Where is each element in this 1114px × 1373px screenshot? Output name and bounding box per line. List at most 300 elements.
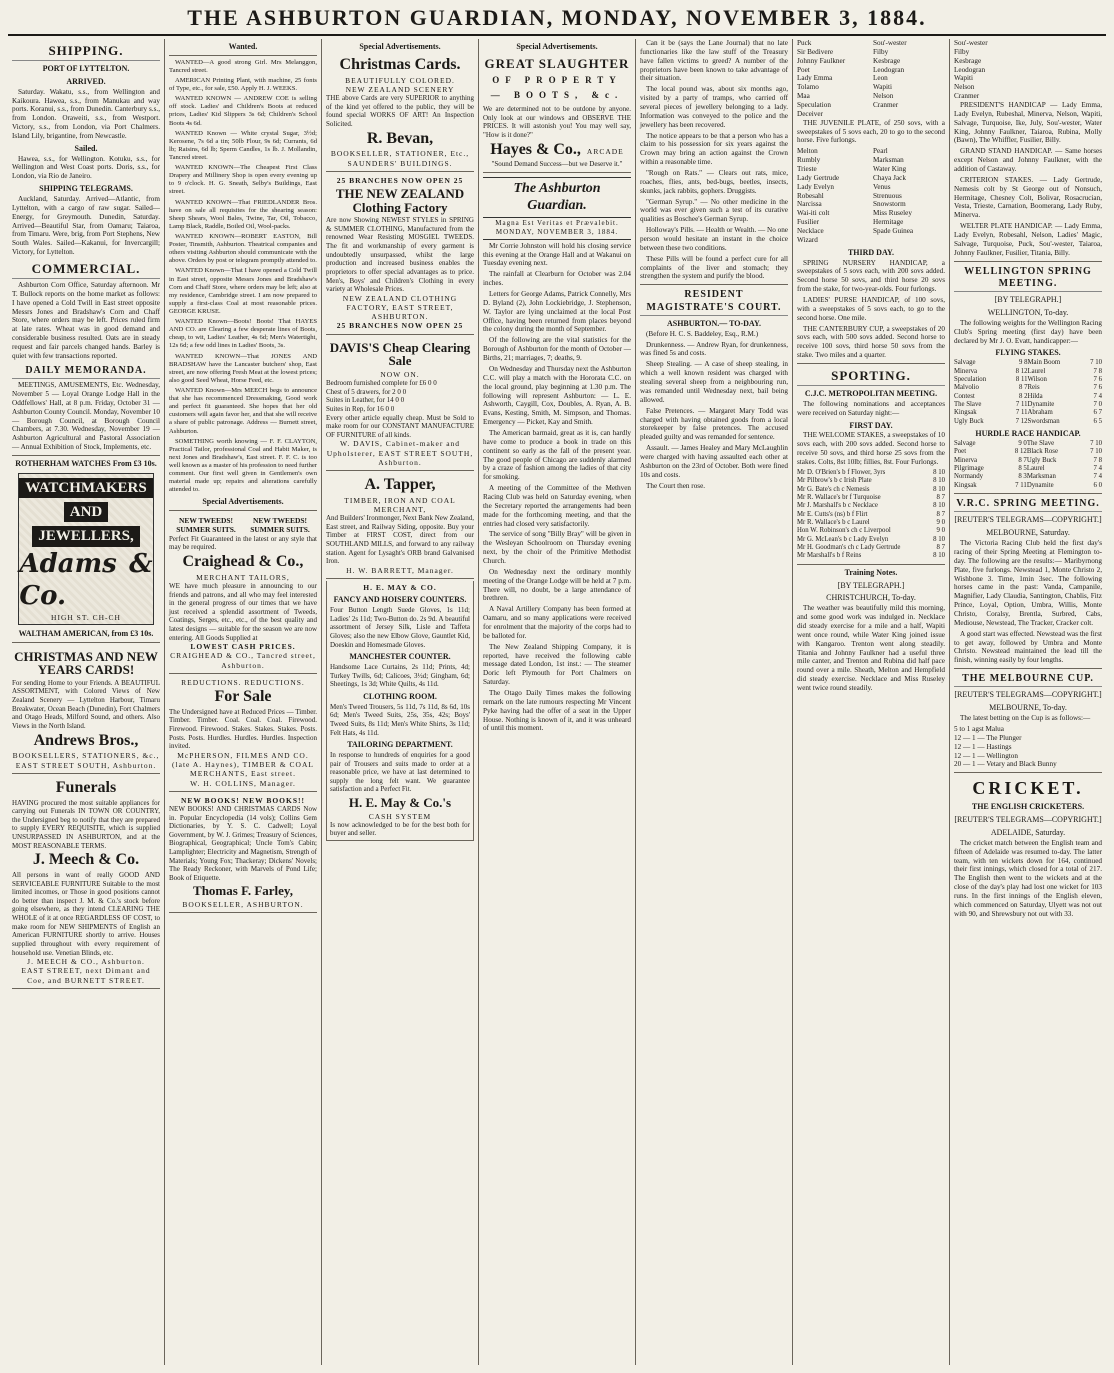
logo-place: HIGH ST. CH-CH (51, 612, 121, 622)
juvenile-list-left (797, 147, 869, 244)
court-heading: RESIDENT MAGISTRATE'S COURT. (640, 289, 788, 316)
andrews-name: Andrews Bros., (33, 731, 139, 749)
presidents-handicap-text: PRESIDENT'S HANDICAP — Lady Emma, Lady Evelyn, Rubeshal, Minerva, Nelson, Wapiti, Salvage, Turquoise, Ike, July, Sou'-wester, Water King, Johnny Faulkner, Taiaroa, Rubina, Molly (Bawn), The Whiffler, Fusilier, Billy. (954, 101, 1102, 145)
shipping-heading: SHIPPING. (12, 43, 160, 61)
special-ads-heading: Special Advertisements. (359, 42, 441, 51)
meech-name: J. Meech & Co. (32, 851, 140, 869)
welter-text: WELTER PLATE HANDICAP. — Lady Emma, Lady Evelyn, Robesahl, Nelson, Ladies' Magic, Salvage, Turquoise, Puck, Sou'-wester, Taiaroa, Johnny Faulkner, Fusilier, Titania, Billy. (954, 222, 1102, 257)
horse-name: Robesahl (797, 191, 824, 200)
editorial-paragraph: "German Syrup." — No other medicine in the world was ever given such a test of its curative qualities as Boschee's German Syrup. (640, 197, 788, 224)
shipping-telegrams-text: Auckland, Saturday. Arrived—Atlantic, from Lyttelton, with a cargo of raw sugar. Sailed—Energy, for Greymouth. Dunedin, Saturday. Arrived—Beautiful Star, from Oamaru; Taiaroa, from Timaru. Were, brig, from Port Stephens, New South Wales. Sailed—Kakanui, for Invercargill; Victory, for Lyttelton. (12, 195, 160, 257)
entry-row (797, 536, 945, 544)
table-cell: 7 4 (1093, 465, 1102, 473)
table-cell: 7 4 (1093, 473, 1102, 481)
editorial-paragraph: A Naval Artillery Company has been formed at Oamaru, and so many applications were received for enrolment that the majority of the corps had to be balloted for. (483, 605, 631, 640)
xmas-text: THE above Cards are very SUPERIOR to anything of the kind yet offered to the public, they will be found special WORKS OF ART! An Inspection Solicited. (326, 94, 474, 128)
wellington-heading: WELLINGTON SPRING MEETING. (954, 266, 1102, 293)
table-cell: 6 0 (1093, 481, 1102, 489)
farley-role: BOOKSELLER, ASHBURTON. (182, 900, 304, 910)
hurdle-weights-table (954, 440, 1102, 490)
tapper-text: And Builders' Ironmonger, Next Bank New Zealand, East street, and Railway Siding, opposite. Buy your Timber at FIRST COST, direct from our SOUTHLAND MILLS, and forward to any railway station. Agent for Lysaght's ORB brand Galvanised Iron. (326, 514, 474, 566)
table-cell: Swordsman (1027, 417, 1060, 425)
craighead-text: WE have much pleasure in announcing to our friends and patrons, and all who may feel interested in the general progress of our times that we have just received a splendid assortment of Tweeds, Coatings, Serges, etc., etc., of the best quality and latest designs — suitable for the season we are now entering. All Goods Supplied at (169, 581, 317, 642)
bevan-role: BOOKSELLER, STATIONER, Etc., SAUNDERS' BUILDINGS. (330, 149, 470, 168)
xmas-sub2: NEW ZEALAND SCENERY (345, 84, 455, 94)
editorial-paragraph: Of the following are the vital statistics for the Borough of Ashburton for the month of October — Births, 21; marriages, 7; deaths, 9. (483, 336, 631, 363)
entry-row (797, 511, 945, 519)
wanted-ad: SOMETHING worth knowing — F. F. CLAYTON, Practical Tailor, professional Coal and Habit Maker, is next Jones and Bradshaw's, East street. F. F. C. is too well known as a master of his profession to need further comment. Our first well given in Gentlemen's own material made up; repairs and alterations carefully attended to. (169, 437, 317, 494)
canterbury-cup-text: THE CANTERBURY CUP, a sweepstakes of 20 sovs each, with 500 sovs added. Second horse to receive 100 sovs, third horse 50 sovs from the stake. Two miles and a quarter. (797, 324, 945, 360)
table-cell: 8 10 (933, 535, 945, 543)
table-cell: Salvage (954, 359, 976, 367)
port-heading: PORT OF LYTTELTON. (42, 63, 130, 73)
weight-row (954, 376, 1102, 384)
horse-name: Chaya Jack (873, 173, 906, 182)
vrc-sub: [REUTER'S TELEGRAMS—COPYRIGHT.] (954, 515, 1102, 525)
table-cell: The Slave (1026, 439, 1055, 447)
sailed-label: Sailed. (74, 143, 98, 153)
sporting-heading: SPORTING. (797, 368, 945, 386)
table-cell: Hilda (1027, 392, 1043, 400)
tweeds-left: NEW TWEEDS! SUMMER SUITS. (176, 516, 236, 535)
wanted-ad: WANTED KNOWN—That JONES AND BRADSHAW have the Lancaster butchers' shop, East street, are now offering Fresh Meat at the lowest prices; also good Seed Wheat, Horse Feed, etc. (169, 352, 317, 384)
column-7 (950, 39, 1106, 1365)
table-cell: 8 10 (933, 502, 945, 510)
horse-name: Sir Bedivere (797, 47, 834, 56)
table-cell: 8 3 (1018, 473, 1027, 481)
tailoring-text: In response to hundreds of enquiries for a good pair of Trousers and suits made to order at a reasonable price, we have at last determined to supply the long felt want. We guarantee satisfaction and a Perfect Fit. (330, 750, 470, 794)
craighead-price: LOWEST CASH PRICES. (190, 642, 296, 652)
hosiery-text: Four Button Length Suede Gloves, 1s 11d; Ladies' 2s 11d; Two-Button do. 2s 9d. A beautiful assortment of Jersey Silk, Lisle and Taffeta Gloves; also the new Elbow Glove, Gauntlet Kid, Doeskin and Homesmade Gloves. (330, 606, 470, 649)
davis-item: Chest of 5 drawers, for 2 0 0 (326, 387, 407, 396)
court-paragraph: (Before H. C. S. Baddeley, Esq., R.M.) (646, 329, 759, 338)
horse-list-right (873, 39, 945, 119)
tapper-ad (326, 473, 474, 579)
entry-row (797, 527, 945, 535)
horse-name: Nelson (873, 92, 894, 101)
wanted-ad: WANTED—A good strong Girl. Mrs Melanggon, Tancred street. (169, 58, 317, 74)
court-paragraph: Drunkenness. — Andrew Ryan, for drunkenness, was fined 5s and costs. (640, 340, 788, 358)
craighead-sign: CRAIGHEAD & CO., Tancred street, Ashburton. (170, 651, 316, 670)
entries-table (797, 469, 945, 561)
table-cell: 7 6 (1093, 384, 1102, 392)
vrc-place: MELBOURNE, Saturday. (986, 528, 1070, 538)
horse-name: Strenuous (873, 191, 902, 200)
odds-line: 20 — 1 — Vetary and Black Bunny (954, 760, 1057, 769)
table-cell: The Slave (954, 401, 982, 409)
arrived-text: Saturday. Wakatu, s.s., from Wellington and Kaikoura. Hawea, s.s., from Manukau and way ports. Koranui, s.s., from Dunedin. Canterbury s.s., from London. Oraweiti, s.s., from Westport. Victory, s.s., from London, via Port Chalmers. Island Lily, brigantine, from Newcastle. (12, 87, 160, 140)
editorial-paragraph: On Wednesday and Thursday next the Ashburton C.C. will play a match with the Hororata C.C. on the local ground, play beginning at 1.30 p.m. The following will represent Ashburton: — L. E. Ashworth, Caygill, Cox, Doubles, A. Ryan, A. B. Evans, Kesting, Smith, M. Simpson, and Thomas. Emergency — Picket, Kay and Smith. (483, 364, 631, 427)
hurdle-heading: HURDLE RACE HANDICAP. (975, 429, 1081, 439)
metropolitan-text: The following nominations and acceptances were received on Saturday night:— (797, 399, 945, 417)
craighead-role: MERCHANT TAILORS, (196, 572, 290, 582)
training-text: The weather was beautifully mild this morning, and some good work was indulged in. Necklace did steady exercise for a mile and a half, Wapiti went once round, while Water King joined issue with Kangaroo. Trenton went along steadily. Titania and Johnny Faulkner had a useful three mile canter, and Trenton and Rubina did half pace round over a mile. Sheath, Melton and Hempfield did steady exercise. Necklace and Miss Ruseley went twice round steadily. (797, 604, 945, 693)
horse-name: Poet (797, 65, 810, 74)
editorial-paragraph: Mr Corrie Johnston will hold his closing service this evening at the Orange Hall and at Wakanui on Tuesday evening next. (483, 241, 631, 268)
horse-name: Filby (954, 47, 970, 56)
barrett-line: H. W. BARRETT, Manager. (346, 565, 454, 575)
horse-name: Spade Guinea (873, 227, 914, 236)
logo-word-2: AND (64, 502, 109, 522)
horse-name: Tolamo (797, 83, 819, 92)
table-cell: 7 4 (1093, 392, 1102, 400)
column-3 (322, 39, 479, 1365)
melbourne-cup-sub: [REUTER'S TELEGRAMS—COPYRIGHT.] (954, 690, 1102, 700)
horse-name: Hermitage (873, 218, 904, 227)
hayes-quote: "Sound Demand Success—but we Deserve it." (491, 160, 623, 169)
memoranda-text: MEETINGS, AMUSEMENTS, Etc. Wednesday, November 5 — Loyal Orange Lodge Hall in the Oddfellows' Hall, at 8 p.m. Friday, October 31 — Ashburton County Council. Monday, November 10 — Borough Council, at Borough Council Chambers, at 7.30. Wednesday, November 19 — Ashburton Agricultural and Pastoral Association — Annual Exhibition of Stock, Implements, etc. (12, 381, 160, 452)
weight-row (954, 393, 1102, 401)
table-cell: Pilgrimage (954, 465, 984, 473)
horse-name: Snowstorm (873, 200, 906, 209)
table-cell: 8 7 (936, 510, 945, 518)
table-cell: Laurel (1026, 465, 1045, 473)
wanted-ad: WANTED KNOWN—The Cheapest First Class Drapery and Millinery Shop is open every evening up to 9 o'clock. H. G. Sneath, Selby's Buildings, East street. (169, 164, 317, 196)
table-cell: 8 2 (1019, 392, 1028, 400)
editorial-paragraph: The notice appears to be that a person who has a claim to his possession for six years against the Crown may bring an action against the Crown within a reasonable time. (640, 131, 788, 167)
editorial-paragraph: The American barmaid, great as it is, can hardly have come to produce a book in trade on this continent so early as the fall of the present year. The good people of Chicago are suddenly alarmed by a craze of fashion among the ladies of that city for smoking. (483, 428, 631, 482)
horse-name: Marksman (873, 156, 904, 165)
craighead-ad (169, 514, 317, 674)
horse-name: Fusilier (797, 218, 819, 227)
columns (8, 39, 1106, 1365)
wanted-ad: WANTED KNOWN—ROBERT EASTON, Bill Poster, Tinsmith, Ashburton. Theatrical companies and others visiting Ashburton should communicate with the above. Orders by post or telegram promptly attended to. (169, 233, 317, 265)
table-cell: 9 0 (936, 519, 945, 526)
davis-text: Every other article equally cheap. Must be Sold to make room for our CONSTANT MANUFACTURE OF FURNITURE of all kinds. (326, 413, 474, 439)
table-cell: 7 6 (1093, 376, 1102, 383)
craighead-name: Craighead & Co., (182, 552, 304, 570)
grand-stand-text: GRAND STAND HANDICAP. — Same horses except Nelson and Johnny Faulkner, with the addition of Castaway. (954, 147, 1102, 174)
table-cell: Contest (954, 392, 975, 400)
waltham-line: WALTHAM AMERICAN, from £3 10s. (18, 628, 154, 638)
table-cell: 8 12 (1015, 367, 1028, 375)
horse-name: Venus (873, 182, 891, 191)
cricket-place: ADELAIDE, Saturday. (990, 828, 1066, 838)
court-paragraph: Sheep Stealing. — A case of sheep stealing, in which a well known resident was charged with stealing several sheep from a neighbouring run, was remanded until Wednesday next, bail being allowed. (640, 360, 788, 404)
editorial-paragraph: The service of song "Billy Bray" will be given in the Wesleyan Schoolroom on Thursday evening next, by the choir of the Primitive Methodist Church. (483, 530, 631, 565)
ladies-purse-text: LADIES' PURSE HANDICAP, of 100 sovs, with a sweepstakes of 5 sovs each, to go to the second horse. One mile. (797, 296, 945, 322)
wanted-ad: AMERICAN Printing Plant, with machine, 25 fonts of Type, etc., for sale, £50. Apply H. J. WEEKS. (169, 77, 317, 93)
editorial-paragraph: A meeting of the Committee of the Methven Racing Club was held on Saturday evening, when the Secretary reported the arrangements had been made for the forthcoming meeting, and that the entries had closed very satisfactorily. (483, 484, 631, 528)
editorial-paragraph: Letters for George Adams, Patrick Connelly, Mrs D. Byland (2), John Lockiebridge, J. Stephenson, W. Taylor are lying unclaimed at the local Post Office, having been returned from places beyond the colony during the month of September. (483, 290, 631, 334)
branches-line: 25 BRANCHES NOW OPEN 25 (336, 175, 464, 185)
table-cell: Speculation (954, 376, 987, 383)
tapper-role: TIMBER, IRON AND COAL MERCHANT, (344, 495, 456, 515)
cricket-sub2: [REUTER'S TELEGRAMS—COPYRIGHT.] (954, 815, 1102, 825)
andrews-text: BOOKSELLERS, STATIONERS, &c., EAST STREET SOUTH, Ashburton. (12, 751, 160, 770)
table-cell: Black Rose (1026, 448, 1058, 456)
paper-date: MONDAY, NOVEMBER 3, 1884. (483, 228, 631, 240)
memoranda-heading: DAILY MEMORANDA. (12, 365, 160, 379)
horse-name: Pearl (873, 147, 888, 156)
may-name: H. E. May & Co.'s (348, 795, 452, 811)
editorial-paragraph: Holloway's Pills. — Health or Wealth. — No one person would hesitate an instant in the choice between these two conditions. (640, 226, 788, 252)
table-cell: 7 10 (1090, 448, 1102, 456)
table-cell: 8 10 (933, 552, 945, 560)
special-ads-heading: Special Advertisements. (516, 42, 598, 51)
table-cell: Poet (954, 448, 967, 456)
hayes-place: ARCADE (586, 146, 624, 156)
editorial-paragraph: On Wednesday next the ordinary monthly meeting of the Orange Lodge will be held at 7 p.m. There will, no doubt, be a large attendance of brethren. (483, 567, 631, 603)
davis-item: Bedroom furnished complete for £6 0 0 (326, 379, 437, 388)
wellington-text: The following weights for the Wellington Racing Club's Spring meeting (first day) have been declared by Mr J. O. Evatt, handicapper:— (954, 318, 1102, 345)
wanted-ad: WANTED Known — White crystal Sugar, 3½d; Kerosene, 7s 6d a tin; 50lb Flour, 9s 6d; Currants, 6d lb; Raisins, 6d lb; Sperm Candles, 1s lb. J. Mollandin, Tancred street. (169, 129, 317, 162)
table-cell: 9 0 (1018, 439, 1027, 447)
nursery-text: SPRING NURSERY HANDICAP, a sweepstakes of 5 sovs each, with 200 sovs added. Second horse 50 sovs, and third horse 20 sovs from the stake, for two-year-olds. Four furlongs. (797, 258, 945, 294)
horse-name: Lady Emma (797, 74, 833, 83)
funerals-ad (12, 776, 160, 989)
clothing-factory-ad (326, 174, 474, 335)
table-cell: 8 7 (936, 544, 945, 552)
weight-row (954, 465, 1102, 473)
horse-name: Rumbly (797, 156, 821, 165)
table-cell: Reis (1027, 384, 1040, 392)
tapper-name: A. Tapper, (364, 476, 436, 494)
table-cell: Minerva (954, 456, 978, 464)
table-cell: Mr H. Goodman's ch c Lady Gertrude (797, 544, 901, 552)
may-ad (326, 581, 474, 841)
davis-sign: W. DAVIS, Cabinet-maker and Upholsterer, EAST STREET SOUTH, Ashburton. (326, 439, 474, 467)
wanted-ad: WANTED KNOWN—That FRIEDLANDER Bros. have on sale all requisites for the shearing season: Sheep Shears, Wool Bales, Twine, Tar, Oil, Tobacco, Lamp Black, Raddle, Boiled Oil, Wool-packs. (169, 198, 317, 230)
farley-name: Thomas F. Farley, (193, 883, 293, 899)
table-cell: Mr Pilbrow's b c Irish Plate (797, 477, 872, 485)
horse-name: Cranmer (873, 101, 899, 110)
melbourne-cup-place: MELBOURNE, To-day. (989, 703, 1067, 713)
odds-line: 12 — 1 — Wellington (954, 751, 1018, 760)
juvenile-list-right (873, 147, 945, 244)
vrc-heading: V.R.C. SPRING MEETING. (954, 498, 1102, 512)
table-cell: 6 5 (1093, 417, 1102, 425)
horse-name: Miss Ruseley (873, 209, 912, 218)
horse-name: Speculation (797, 101, 831, 110)
horse-name: Water King (873, 165, 907, 174)
paper-title: The Ashburton Guardian. (483, 177, 631, 217)
table-cell: 8 10 (933, 485, 945, 493)
weight-row (954, 448, 1102, 456)
cards-text: For sending Home to your Friends. A BEAUTIFUL ASSORTMENT, with Colored Views of New Zealand Scenery — Lyttelton Harbour, Timaru Breakwater, Ocean Beach (Dunedin), Fort Chalmers and Otago Heads, Milford Sound, and others. Also Views in the North Island. (12, 678, 160, 730)
table-cell: Wilson (1027, 376, 1047, 383)
table-cell: 9 8 (1019, 359, 1028, 367)
table-cell: Ugly Buck (1026, 456, 1057, 464)
table-cell: 6 7 (1093, 409, 1102, 417)
horse-name: Wizard (797, 235, 818, 244)
table-cell: Malvolio (954, 384, 979, 392)
table-cell: 8 10 (933, 468, 945, 476)
editorial-paragraph: "Rough on Rats." — Clears out rats, mice, roaches, flies, ants, bed-bugs, beetles, insects, skunks, jack rabbits, gophers. Druggists. (640, 169, 788, 195)
collins-line: W. H. COLLINS, Manager. (190, 778, 296, 788)
first-day-heading: FIRST DAY. (849, 420, 893, 430)
criterion-text: CRITERION STAKES. — Lady Gertrude, Nemesis colt by St George out of Nonsuch, Hermitage, Chesney Colt, Bolivar, Rosacrucian, Vesta, Trieste, Carnation, Boomerang, Lady Ruby, Minerva. (954, 175, 1102, 220)
horse-name: Maa (797, 92, 810, 101)
weight-row (954, 384, 1102, 392)
table-cell: 7 8 (1093, 367, 1102, 375)
wellington-place: WELLINGTON, To-day. (987, 308, 1069, 318)
cricket-heading: CRICKET. (972, 778, 1084, 799)
entry-row (797, 477, 945, 485)
table-cell: Main Boom (1027, 359, 1061, 367)
horse-name: Kesbrage (873, 56, 901, 65)
entry-row (797, 544, 945, 552)
horse-name: Lady Gertrude (797, 173, 840, 182)
editorial-paragraph: Can it be (says the Lane Journal) that no late functionaries like the law stuff of the Treasury have fallen victims to greed? A number of the proprietors have been known to take advantage of their situation. (640, 39, 788, 83)
table-cell: 8 7 (1019, 384, 1028, 392)
wanted-ad: WANTED Known—Boots! Boots! That HAYES AND CO. are Clearing a few desperate lines of Boots, cheap, to wit, Ladies' Leather, 4s 6d; Men's Watertight, 12s 6d; a few odd lines in Ladies' Boots, 3s. (169, 318, 317, 350)
horse-name: Deceiver (797, 109, 823, 118)
manchester-title: MANCHESTER COUNTER. (349, 652, 451, 662)
column-1 (8, 39, 165, 1365)
shipping-telegrams-heading: SHIPPING TELEGRAMS. (39, 184, 133, 194)
table-cell: 7 10 (1090, 359, 1102, 367)
horse-name: Narcissa (797, 200, 822, 209)
table-cell: Mr R. Wallace's br f Turquoise (797, 493, 881, 501)
funerals-heading: Funerals (55, 778, 117, 796)
table-cell: Mr E. Cutts's (ns) b f Flirt (797, 510, 868, 518)
wanted-ad: WANTED Known—That I have opened a Cold Twill in East street, opposite Messrs Jones and Bradshaw's Corn and Chaff Store, where orders may be left; also at my residence, Cambridge street. I am now prepared to supply a first-class Coal at most reasonable prices. GEORGE KRUSE. (169, 267, 317, 315)
branches-line-2: 25 BRANCHES NOW OPEN 25 (336, 321, 464, 331)
table-cell: Ugly Buck (954, 417, 984, 425)
horse-name: Kesbrage (954, 56, 982, 65)
column-6 (793, 39, 950, 1365)
may-text: Is now acknowledged to be for the best both for buyer and seller. (330, 820, 470, 838)
table-cell: 7 0 (1093, 401, 1102, 409)
horse-name: Sou'-wester (873, 39, 907, 47)
table-cell: Hon W. Robinson's ch c Liverpool (797, 527, 891, 535)
tweeds-right: NEW TWEEDS! SUMMER SUITS. (250, 516, 310, 535)
horse-list-top (954, 39, 1102, 101)
horse-name: Melton (797, 147, 818, 156)
clothing-room-text: Men's Tweed Trousers, 5s 11d, 7s 11d, 8s 6d, 10s 6d; Men's Tweed Suits, 25s, 35s, 42s; Boys' Tweed Suits, 8s 11d; Men's White Shirts, 3s 11d; Felt Hats, 4s 11d. (330, 702, 470, 737)
wanted-ad: WANTED Known—Mrs MEECH begs to announce that she has recommenced Dressmaking, Good work and perfect fit guaranteed. She hopes that her old customers will again favor her, and that she will receive a share of public patronage. Address — Burnett street, Ashburton. (169, 386, 317, 435)
vrc-text: The Victoria Racing Club held the first day's racing of their Spring Meeting at Flemington to-day. The following are the results:— Maribyrnong Plate, five furlongs. Newstead 1, Monte Christo 2, Wishbone 3. Time, 1min 3sec. The following horses came in the past: Vanda, Campanile, Magnifier, Lady Claudia, Santington, Chablis, Fitz Prince, Loyal, Option, Umbra, Willis, Monte Christo, Coralsy, Brentla, Surbred, Cabs, Mediouse, Newstead, The Tracker, Cracker colt. (954, 539, 1102, 627)
odds-line: 5 to 1 agst Malua (954, 724, 1004, 733)
weight-row (954, 368, 1102, 376)
clothing-text: Are now Showing NEWEST STYLES in SPRING & SUMMER CLOTHING, Manufactured from the renowned Wear Resisting MOSGIEL TWEEDS. The fit and workmanship of every garment is undoubtedly unsurpassed, whilst the large production and increased business enables the proprietors to offer special advantages as to price. Men's, Boys' and Children's Clothing in every variety at Wholesale Prices. (326, 216, 474, 294)
forsale-text: The Undersigned have at Reduced Prices — Timber. Timber. Timber. Coal. Coal. Coal. Firewood. Firewood. Firewood. Stakes. Stakes. Stakes. Posts. Posts. Posts. Hurdles. Hurdles. Hurdles. Inspection invited. (169, 707, 317, 751)
weight-row (954, 457, 1102, 465)
table-cell: Salvage (954, 439, 976, 447)
table-cell: 7 8 (1093, 456, 1102, 464)
horse-name: Trieste (797, 165, 817, 174)
odds-list (954, 725, 1102, 769)
weights-table (954, 359, 1102, 426)
table-cell: Kingsak (954, 481, 977, 489)
weight-row (954, 409, 1102, 417)
table-cell: 8 11 (1015, 376, 1028, 383)
court-paragraph: Assault. — James Healey and Mary McLaughlin were charged with having assaulted each other at Ashburton on the 23rd of October. Both were fined 10s and costs. (640, 444, 788, 479)
column-4 (479, 39, 636, 1365)
table-cell: Kingsak (954, 409, 977, 417)
column-5 (636, 39, 793, 1365)
watch-line: ROTHERHAM WATCHES From £3 10s. (15, 458, 157, 468)
melbourne-cup-heading: THE MELBOURNE CUP. (954, 673, 1102, 687)
logo-word-1: WATCHMAKERS (19, 478, 152, 498)
davis-sub: NOW ON. (380, 369, 420, 379)
editorial-masthead (483, 177, 631, 240)
boots-letters: OF PROPERTY — BOOTS, &c. (490, 75, 624, 100)
odds-line: 12 — 1 — The Plunger (954, 733, 1022, 742)
entry-row (797, 486, 945, 494)
horse-name: Cranmer (954, 92, 980, 101)
table-cell: 7 11 (1015, 481, 1027, 489)
table-cell: 7 11 (1015, 401, 1028, 409)
table-cell: 9 0 (936, 527, 945, 535)
table-cell: Dynamite (1026, 481, 1054, 489)
tailoring-title: TAILORING DEPARTMENT. (347, 740, 453, 750)
table-cell: 8 12 (1014, 448, 1027, 456)
clothing-sign: NEW ZEALAND CLOTHING FACTORY, EAST STREET, ASHBURTON. (342, 293, 458, 322)
table-cell: 7 11 (1015, 409, 1028, 417)
entry-row (797, 502, 945, 510)
forsale-title: For Sale (214, 688, 272, 706)
table-cell: Minerva (954, 367, 978, 375)
training-place: CHRISTCHURCH, To-day. (826, 593, 916, 603)
table-cell: Marksman (1026, 473, 1056, 481)
odds-line: 12 — 1 — Hastings (954, 742, 1012, 751)
horse-name: Leodogran (873, 65, 905, 74)
table-cell: Abraham (1027, 409, 1053, 417)
table-cell: Laurel (1027, 367, 1046, 375)
weight-row (954, 359, 1102, 367)
bevan-name: R. Bevan, (366, 129, 434, 147)
xmas-title: Christmas Cards. (339, 55, 461, 73)
horse-name: Filby (873, 47, 889, 56)
clothing-title: THE NEW ZEALAND Clothing Factory (335, 185, 465, 215)
manchester-text: Handsome Lace Curtains, 2s 11d; Prints, 4d; Turkey Twills, 6d; Calicoes, 3½d; Gingham, 6d; Sheetings, 1s 3d; White Quilts, 4s 11d. (330, 663, 470, 689)
welcome-stakes-text: THE WELCOME STAKES, a sweepstakes of 10 sovs each, with 200 sovs added. Second horse to receive 50 sovs, and third horse 25 sovs from the stakes. Colts, 8st 10lb; fillies, 8st. Four Furlongs. (797, 431, 945, 466)
training-heading: Training Notes. (844, 567, 898, 577)
horse-name: Lady Evelyn (797, 182, 834, 191)
hosiery-title: FANCY AND HOISERY COUNTERS. (333, 595, 467, 605)
horse-name: Leodogran (954, 65, 986, 74)
reductions-heading: REDUCTIONS. REDUCTIONS. (181, 677, 305, 687)
table-cell: Mr G. Bate's ch c Nemesis (797, 485, 870, 493)
juvenile-plate-text: THE JUVENILE PLATE, of 250 sovs, with a sweepstakes of 5 sovs each, 20 to go to the second horse. Five furlongs. (797, 118, 945, 145)
may-sub: CASH SYSTEM (368, 811, 432, 821)
books-ad (169, 794, 317, 914)
melbourne-cup-text: The latest betting on the Cup is as follows:— (960, 714, 1091, 723)
xmas-sub: BEAUTIFULLY COLORED. (345, 75, 455, 85)
cricket-sub: THE ENGLISH CRICKETERS. (971, 802, 1085, 812)
metropolitan-heading: C.J.C. METROPOLITAN MEETING. (804, 389, 938, 399)
table-cell: Mr R. Wallace's b c Laurel (797, 519, 870, 526)
wanted-ad: WANTED KNOWN — ANDREW COE is selling off stock. Ladies' and Children's Boots at reduced prices, Ladies' Kid Slippers 3s 6d; Children's School Boots 4s 6d. (169, 95, 317, 127)
editorial-paragraph: The rainfall at Clearburn for October was 2.04 inches. (483, 270, 631, 288)
funerals-text: HAVING procured the most suitable appliances for carrying out Funerals IN TOWN OR COUNTRY, the Undersigned beg to notify that they are prepared to supply EVERY REQUISITE, which is supplied UNSURPASSED IN ASHBURTON, and at the MOST REASONABLE TERMS. (12, 798, 160, 850)
books-heading: NEW BOOKS! NEW BOOKS!! (180, 795, 306, 805)
davis-ad (326, 337, 474, 471)
logo-name: Adams & Co. (19, 548, 153, 611)
arrived-label: ARRIVED. (66, 76, 106, 86)
table-cell: Dynamite (1027, 401, 1055, 409)
hayes-name: Hayes & Co., (490, 140, 581, 158)
horse-name: Leon (873, 74, 888, 83)
paper-motto: Magna Est Veritas et Prævalebit. (495, 218, 619, 227)
table-cell: 7 10 (1090, 439, 1102, 447)
sailed-text: Hawea, s.s., for Wellington. Kotuku, s.s., for Wellington and West Coast ports. Doris, s.s., for London, via Rio de Janeiro. (12, 154, 160, 181)
xmas-cards-ad (326, 53, 474, 172)
logo-word-3: JEWELLERS, (32, 526, 139, 546)
horse-name: Johnny Faulkner (797, 56, 846, 65)
table-cell: Mr J. Marshall's b c Necklace (797, 502, 878, 510)
weight-row (954, 418, 1102, 426)
table-cell: Mr Marshall's b f Reins (797, 552, 862, 560)
entry-row (797, 469, 945, 477)
horse-name: Wapiti (873, 83, 892, 92)
clothing-room-title: CLOTHING ROOM. (363, 691, 437, 701)
flying-stakes-heading: FLYING STAKES. (995, 348, 1061, 358)
table-cell: 8 5 (1018, 465, 1027, 473)
weight-row (954, 482, 1102, 490)
